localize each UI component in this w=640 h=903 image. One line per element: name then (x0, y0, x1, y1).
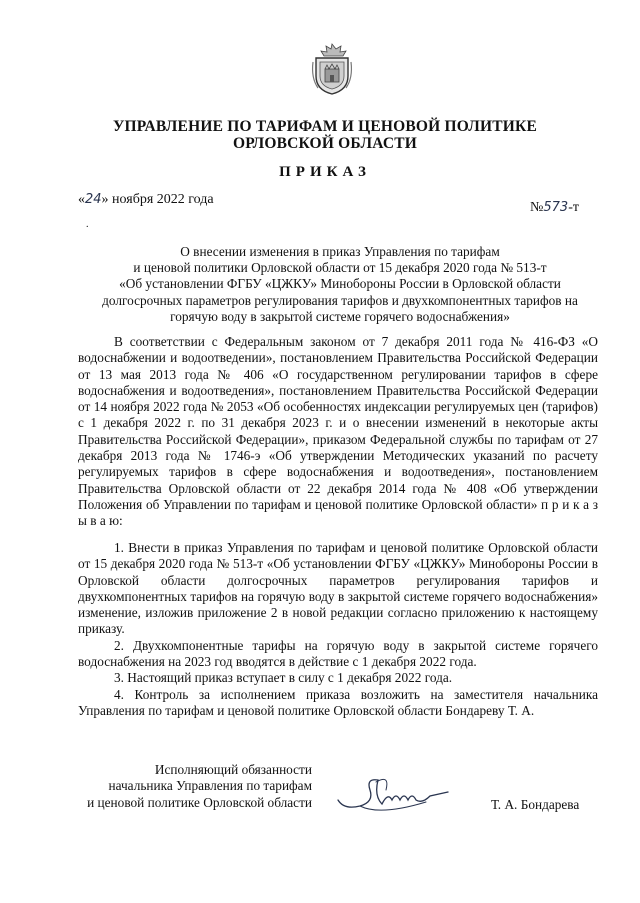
coat-of-arms-icon (310, 42, 354, 96)
position-line: начальника Управления по тарифам (108, 778, 312, 794)
document-type: ПРИКАЗ (279, 164, 371, 180)
order-items (78, 540, 598, 719)
date-day-handwritten: 24 (85, 192, 102, 207)
subject-line: горячую воду в закрытой системе горячего водоснабжения» (170, 308, 510, 324)
signatory-name: Т. А. Бондарева (491, 797, 580, 812)
subject-line: «Об установлении ФГБУ «ЦЖКУ» Минобороны России в Орловской области (119, 276, 561, 292)
order-item: 2. Двухкомпонентные тарифы на горячую воду в закрытой системе горячего водоснабжения на 2023 год вводятся в действие с 1 декабря 2022 года. (78, 637, 598, 670)
subject-line: и ценовой политики Орловской области от 15 декабря 2020 года № 513-т (133, 260, 547, 276)
stray-dot: . (86, 219, 89, 230)
subject-line: О внесении изменения в приказ Управления по тарифам (180, 244, 500, 259)
handwritten-signature (330, 770, 455, 820)
org-name-line1: УПРАВЛЕНИЕ ПО ТАРИФАМ И ЦЕНОВОЙ ПОЛИТИКЕ (112, 118, 538, 135)
preamble-paragraph: В соответствии с Федеральным законом от 7 декабря 2011 года № 416-ФЗ «О водоснабжении и водоотведении», постановлением Правительства Российской Федерации от 13 мая 2013 года № 406 «О государственном регулировании тарифов в сфере водоснабжения и водоотведения», постановлением Правительства Российской Федерации от 14 ноября 2022 года № 2053 «Об особенностях индексации регулируемых цен (тарифов) с 1 декабря 2022 г. по 31 декабря 2023 г. и о внесении изменений в некоторые акты Правительства Российской Федерации», приказом Федеральной службы по тарифам от 27 декабря 2013 года № 1746-э «Об утверждении Методических указаний по расчету регулируемых тарифов в сфере водоснабжения и водоотведения», постановлением Правительства Орловской области от 22 декабря 2014 года № 408 «Об утверждении Положения об Управлении по тарифам и ценовой политике Орловской области» п р и к а з ы в а ю: (78, 334, 598, 529)
date-rest: » ноября 2022 года (101, 192, 214, 207)
order-item: 4. Контроль за исполнением приказа возложить на заместителя начальника Управления по тарифам и ценовой политике Орловской области Бондареву Т. А. (78, 686, 598, 718)
org-name-line2: ОРЛОВСКОЙ ОБЛАСТИ (232, 135, 418, 152)
number-suffix: -т (568, 200, 579, 215)
order-item: 3. Настоящий приказ вступает в силу с 1 декабря 2022 года. (114, 670, 453, 686)
order-date (78, 192, 214, 208)
number-handwritten: 573 (543, 200, 569, 215)
position-line: и ценовой политике Орловской области (87, 794, 312, 810)
order-item: 1. Внести в приказ Управления по тарифам и ценовой политике Орловской области от 15 декабря 2020 года № 513-т «Об установлении ФГБУ «ЦЖКУ» Минобороны России в Орловской области долгосрочных параметров регулирования тарифов и двухкомпонентных тарифов на горячую воду в закрытой системе горячего водоснабжения» изменение, изложив приложение 2 в новой редакции согласно приложению к настоящему приказу. (78, 540, 598, 637)
number-prefix: № (530, 200, 544, 215)
position-line: Исполняющий обязанности (154, 762, 312, 777)
signatory-position (62, 762, 312, 811)
order-number (530, 200, 579, 216)
subject-line: долгосрочных параметров регулирования тарифов и двухкомпонентных тарифов на (102, 292, 578, 308)
order-subject (80, 244, 600, 325)
date-open-quote: « (78, 192, 85, 207)
